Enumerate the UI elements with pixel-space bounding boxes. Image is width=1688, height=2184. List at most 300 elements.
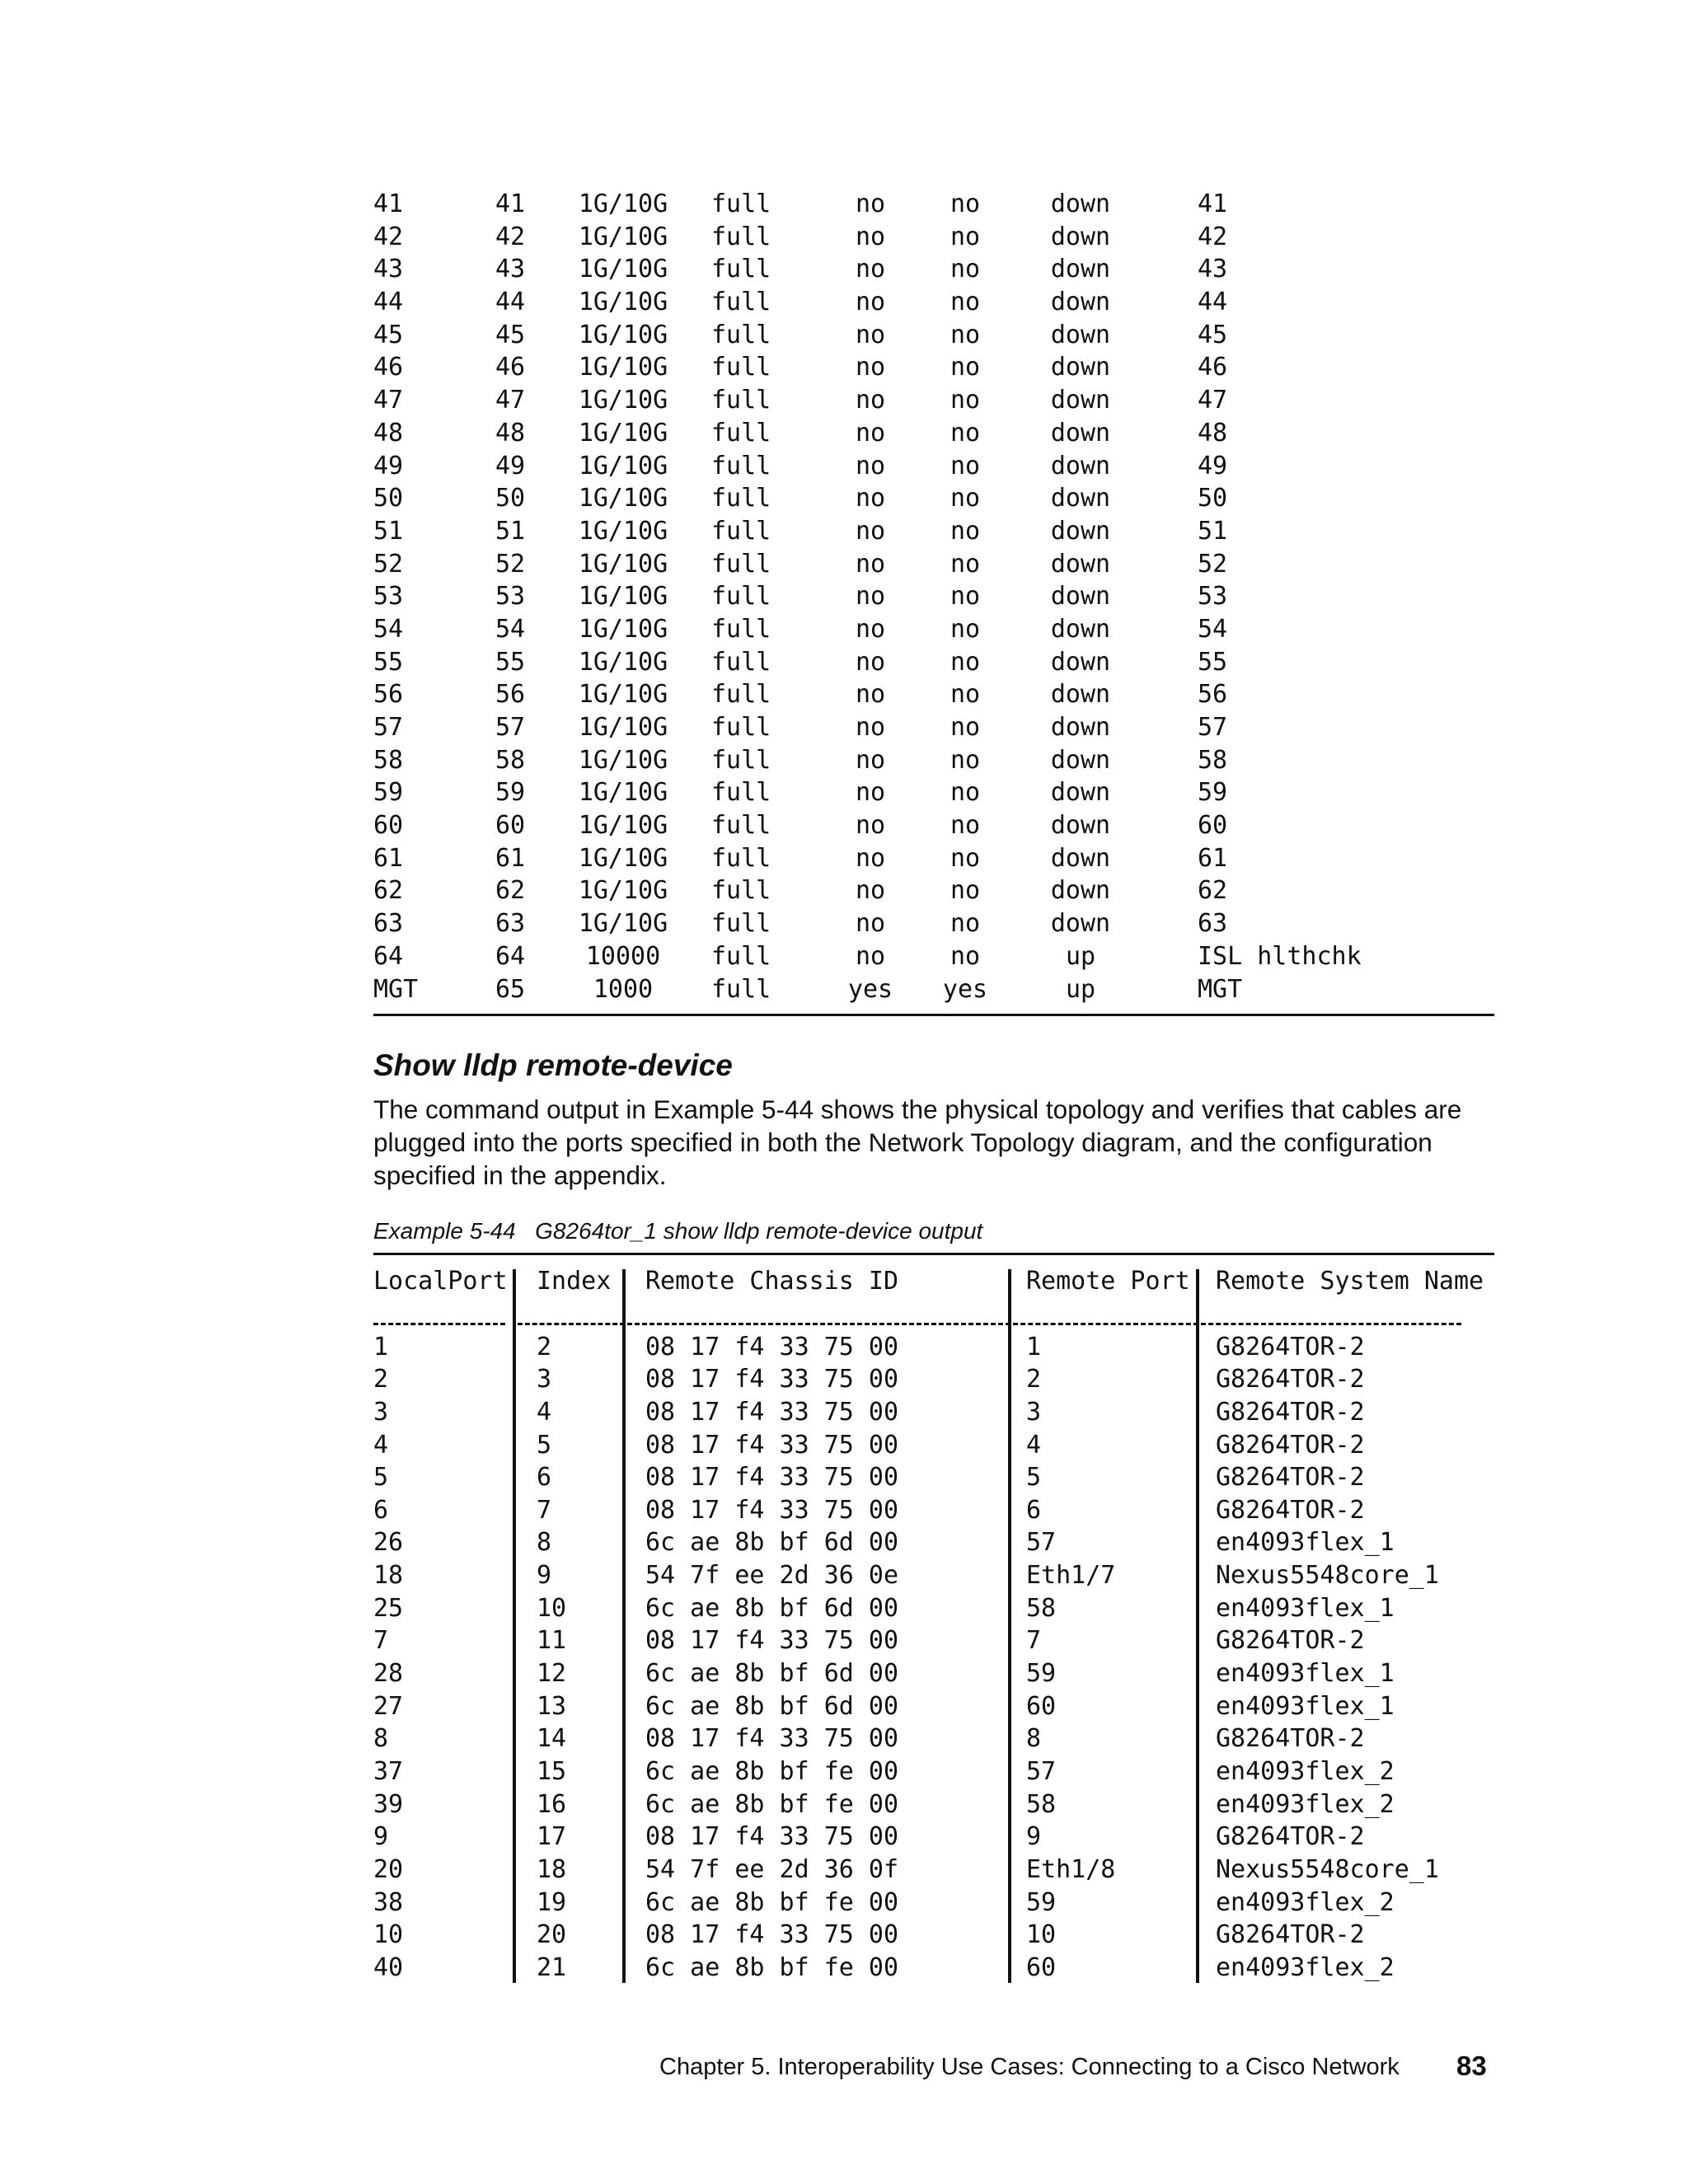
flow-rx: no xyxy=(950,582,981,612)
lldp-table-row xyxy=(373,1952,1494,1985)
local-port: 5 xyxy=(373,1463,389,1493)
link-status: down xyxy=(1050,876,1111,906)
remote-chassis-id: 08 17 f4 33 75 00 xyxy=(645,1332,899,1361)
header-remote-chassis-id: Remote Chassis ID xyxy=(645,1267,899,1296)
port-description: 55 xyxy=(1198,647,1228,677)
remote-chassis-id: 6c ae 8b bf fe 00 xyxy=(645,1952,899,1982)
remote-system-name: en4093flex_1 xyxy=(1216,1593,1395,1623)
port-number: 56 xyxy=(495,680,526,710)
remote-system-name: en4093flex_2 xyxy=(1216,1756,1395,1786)
remote-system-name: Nexus5548core_1 xyxy=(1216,1561,1439,1591)
remote-system-name: G8264TOR-2 xyxy=(1216,1495,1365,1525)
port-speed: 1G/10G xyxy=(578,811,668,841)
remote-system-name: en4093flex_1 xyxy=(1216,1528,1395,1558)
flow-tx: no xyxy=(855,941,886,971)
port-duplex: full xyxy=(711,582,771,612)
flow-tx: no xyxy=(855,811,886,841)
remote-port: 7 xyxy=(1026,1626,1042,1656)
lldp-table-row xyxy=(373,1526,1494,1559)
remote-port: 5 xyxy=(1026,1463,1042,1493)
port-speed: 1G/10G xyxy=(578,843,668,873)
link-status: down xyxy=(1050,222,1111,251)
port-description: 63 xyxy=(1198,909,1228,939)
lldp-remote-device-table xyxy=(373,1265,1494,1982)
port-number: 47 xyxy=(495,386,526,415)
flow-tx: no xyxy=(855,190,886,218)
flow-tx: no xyxy=(855,288,886,317)
port-table-row xyxy=(373,776,1494,809)
remote-system-name: en4093flex_2 xyxy=(1216,1789,1395,1819)
flow-tx: no xyxy=(855,353,886,382)
port-duplex: full xyxy=(711,713,771,742)
lldp-table-row xyxy=(373,1592,1494,1625)
link-status: down xyxy=(1050,745,1111,775)
port-number: 54 xyxy=(495,614,526,644)
port-speed: 1G/10G xyxy=(578,614,668,644)
flow-tx: no xyxy=(855,255,886,284)
index: 10 xyxy=(537,1593,567,1623)
port-alias: 52 xyxy=(373,549,404,579)
port-number: 62 xyxy=(495,876,526,906)
index: 8 xyxy=(537,1528,552,1558)
flow-rx: no xyxy=(950,909,981,939)
port-speed: 1G/10G xyxy=(578,288,668,317)
local-port: 38 xyxy=(373,1887,404,1917)
remote-port: 58 xyxy=(1026,1593,1057,1623)
port-description: ISL hlthchk xyxy=(1198,941,1362,971)
lldp-table-row xyxy=(373,1821,1494,1854)
index: 21 xyxy=(537,1952,567,1982)
remote-chassis-id: 6c ae 8b bf 6d 00 xyxy=(645,1528,899,1558)
port-number: 50 xyxy=(495,484,526,513)
port-speed: 1G/10G xyxy=(578,190,668,218)
flow-tx: no xyxy=(855,222,886,251)
port-description: 42 xyxy=(1198,222,1228,251)
flow-rx: no xyxy=(950,876,981,906)
remote-port: 9 xyxy=(1026,1822,1042,1852)
port-alias: 56 xyxy=(373,680,404,710)
port-alias: 61 xyxy=(373,843,404,873)
flow-rx: no xyxy=(950,778,981,808)
index: 12 xyxy=(537,1659,567,1689)
port-duplex: full xyxy=(711,549,771,579)
port-number: 41 xyxy=(495,190,526,218)
port-table-row xyxy=(373,253,1494,286)
port-table-row xyxy=(373,973,1494,1006)
port-speed: 1G/10G xyxy=(578,451,668,480)
port-alias: 64 xyxy=(373,941,404,971)
remote-chassis-id: 6c ae 8b bf 6d 00 xyxy=(645,1659,899,1689)
index: 18 xyxy=(537,1854,567,1884)
port-number: 44 xyxy=(495,288,526,317)
index: 3 xyxy=(537,1365,552,1394)
port-alias: 49 xyxy=(373,451,404,480)
link-status: down xyxy=(1050,288,1111,317)
flow-rx: no xyxy=(950,451,981,480)
port-duplex: full xyxy=(711,909,771,939)
port-table-row xyxy=(373,940,1494,973)
link-status: down xyxy=(1050,418,1111,448)
section-heading: Show lldp remote-device xyxy=(373,1048,733,1082)
port-speed: 1000 xyxy=(593,974,654,1004)
local-port: 20 xyxy=(373,1854,404,1884)
lldp-table-body xyxy=(373,1331,1494,1985)
port-table-row xyxy=(373,417,1494,450)
remote-system-name: en4093flex_1 xyxy=(1216,1659,1395,1689)
port-description: 52 xyxy=(1198,549,1228,579)
remote-chassis-id: 08 17 f4 33 75 00 xyxy=(645,1724,899,1754)
remote-chassis-id: 6c ae 8b bf fe 00 xyxy=(645,1789,899,1819)
port-description: 51 xyxy=(1198,516,1228,546)
index: 19 xyxy=(537,1887,567,1917)
local-port: 25 xyxy=(373,1593,404,1623)
remote-port: 59 xyxy=(1026,1659,1057,1689)
flow-tx: no xyxy=(855,843,886,873)
lldp-table-row xyxy=(373,1755,1494,1788)
port-description: 56 xyxy=(1198,680,1228,710)
port-table-row xyxy=(373,515,1494,548)
flow-rx: yes xyxy=(942,974,988,1004)
index: 7 xyxy=(537,1495,552,1525)
port-description: 44 xyxy=(1198,288,1228,317)
port-table-row xyxy=(373,286,1494,319)
port-table-row xyxy=(373,711,1494,744)
port-speed: 1G/10G xyxy=(578,549,668,579)
flow-rx: no xyxy=(950,843,981,873)
link-status: down xyxy=(1050,614,1111,644)
port-number: 64 xyxy=(495,941,526,971)
flow-rx: no xyxy=(950,190,981,218)
port-alias: 53 xyxy=(373,582,404,612)
link-status: down xyxy=(1050,516,1111,546)
remote-chassis-id: 6c ae 8b bf 6d 00 xyxy=(645,1593,899,1623)
remote-port: 6 xyxy=(1026,1495,1042,1525)
port-speed: 1G/10G xyxy=(578,876,668,906)
flow-tx: no xyxy=(855,418,886,448)
port-number: 45 xyxy=(495,320,526,349)
port-description: 47 xyxy=(1198,386,1228,415)
port-table-row xyxy=(373,874,1494,907)
port-description: 60 xyxy=(1198,811,1228,841)
flow-rx: no xyxy=(950,353,981,382)
flow-tx: no xyxy=(855,778,886,808)
remote-port: 57 xyxy=(1026,1528,1057,1558)
port-duplex: full xyxy=(711,876,771,906)
remote-chassis-id: 08 17 f4 33 75 00 xyxy=(645,1822,899,1852)
flow-rx: no xyxy=(950,288,981,317)
port-status-table xyxy=(373,188,1494,1005)
port-description: MGT xyxy=(1198,974,1243,1004)
link-status: down xyxy=(1050,484,1111,513)
port-number: 63 xyxy=(495,909,526,939)
port-alias: MGT xyxy=(373,974,419,1004)
port-duplex: full xyxy=(711,190,771,218)
flow-tx: no xyxy=(855,713,886,742)
flow-rx: no xyxy=(950,647,981,677)
index: 2 xyxy=(537,1332,552,1361)
link-status: up xyxy=(1065,941,1096,971)
port-description: 48 xyxy=(1198,418,1228,448)
remote-system-name: G8264TOR-2 xyxy=(1216,1724,1365,1754)
lldp-table-row xyxy=(373,1690,1494,1723)
flow-tx: no xyxy=(855,647,886,677)
port-duplex: full xyxy=(711,386,771,415)
remote-system-name: en4093flex_2 xyxy=(1216,1952,1395,1982)
lldp-table-row xyxy=(373,1363,1494,1396)
local-port: 3 xyxy=(373,1397,389,1427)
example-top-rule xyxy=(373,1253,1494,1255)
port-duplex: full xyxy=(711,451,771,480)
port-number: 48 xyxy=(495,418,526,448)
remote-port: 4 xyxy=(1026,1430,1042,1460)
port-alias: 44 xyxy=(373,288,404,317)
remote-chassis-id: 08 17 f4 33 75 00 xyxy=(645,1495,899,1525)
port-number: 55 xyxy=(495,647,526,677)
port-description: 41 xyxy=(1198,190,1228,218)
port-duplex: full xyxy=(711,288,771,317)
flow-rx: no xyxy=(950,680,981,710)
remote-chassis-id: 08 17 f4 33 75 00 xyxy=(645,1463,899,1493)
port-number: 53 xyxy=(495,582,526,612)
port-alias: 57 xyxy=(373,713,404,742)
lldp-table-row xyxy=(373,1494,1494,1527)
port-speed: 1G/10G xyxy=(578,386,668,415)
port-alias: 58 xyxy=(373,745,404,775)
remote-chassis-id: 54 7f ee 2d 36 0e xyxy=(645,1561,899,1591)
remote-system-name: en4093flex_1 xyxy=(1216,1691,1395,1721)
remote-port: 57 xyxy=(1026,1756,1057,1786)
local-port: 10 xyxy=(373,1920,404,1950)
port-alias: 55 xyxy=(373,647,404,677)
port-alias: 63 xyxy=(373,909,404,939)
body-paragraph: The command output in Example 5-44 shows the physical topology and verifies that cables are plugged into the ports specified in both the Network Topology diagram, and the configuration specified in the appendix. xyxy=(373,1094,1462,1190)
port-speed: 1G/10G xyxy=(578,778,668,808)
port-speed: 1G/10G xyxy=(578,582,668,612)
port-table-row xyxy=(373,907,1494,940)
remote-system-name: G8264TOR-2 xyxy=(1216,1365,1365,1394)
flow-tx: no xyxy=(855,484,886,513)
link-status: down xyxy=(1050,549,1111,579)
link-status: down xyxy=(1050,713,1111,742)
flow-tx: no xyxy=(855,320,886,349)
port-duplex: full xyxy=(711,680,771,710)
port-duplex: full xyxy=(711,843,771,873)
example-caption: Example 5-44 G8264tor_1 show lldp remote-device output xyxy=(373,1218,983,1244)
port-number: 43 xyxy=(495,255,526,284)
port-number: 65 xyxy=(495,974,526,1004)
port-duplex: full xyxy=(711,745,771,775)
flow-tx: no xyxy=(855,614,886,644)
remote-chassis-id: 54 7f ee 2d 36 0f xyxy=(645,1854,899,1884)
lldp-table-row xyxy=(373,1657,1494,1690)
link-status: down xyxy=(1050,778,1111,808)
local-port: 1 xyxy=(373,1332,389,1361)
port-table-row xyxy=(373,221,1494,254)
flow-rx: no xyxy=(950,516,981,546)
local-port: 8 xyxy=(373,1724,389,1754)
port-speed: 1G/10G xyxy=(578,647,668,677)
remote-system-name: G8264TOR-2 xyxy=(1216,1920,1365,1950)
port-number: 49 xyxy=(495,451,526,480)
port-table-row xyxy=(373,351,1494,384)
local-port: 37 xyxy=(373,1756,404,1786)
flow-tx: no xyxy=(855,386,886,415)
link-status: down xyxy=(1050,811,1111,841)
port-table-bottom-rule xyxy=(373,1014,1494,1016)
port-description: 54 xyxy=(1198,614,1228,644)
remote-system-name: G8264TOR-2 xyxy=(1216,1626,1365,1656)
remote-system-name: G8264TOR-2 xyxy=(1216,1822,1365,1852)
local-port: 39 xyxy=(373,1789,404,1819)
footer-chapter-title: Chapter 5. Interoperability Use Cases: Connecting to a Cisco Network xyxy=(659,2054,1400,2080)
port-description: 46 xyxy=(1198,353,1228,382)
remote-port: 59 xyxy=(1026,1887,1057,1917)
port-speed: 1G/10G xyxy=(578,484,668,513)
remote-chassis-id: 08 17 f4 33 75 00 xyxy=(645,1397,899,1427)
port-number: 51 xyxy=(495,516,526,546)
local-port: 7 xyxy=(373,1626,389,1656)
link-status: down xyxy=(1050,255,1111,284)
link-status: down xyxy=(1050,843,1111,873)
port-alias: 54 xyxy=(373,614,404,644)
lldp-table-row xyxy=(373,1396,1494,1429)
remote-chassis-id: 08 17 f4 33 75 00 xyxy=(645,1430,899,1460)
port-speed: 1G/10G xyxy=(578,713,668,742)
remote-chassis-id: 08 17 f4 33 75 00 xyxy=(645,1920,899,1950)
remote-port: 3 xyxy=(1026,1397,1042,1427)
flow-rx: no xyxy=(950,811,981,841)
port-duplex: full xyxy=(711,353,771,382)
index: 9 xyxy=(537,1561,552,1591)
flow-tx: no xyxy=(855,745,886,775)
index: 4 xyxy=(537,1397,552,1427)
link-status: down xyxy=(1050,190,1111,218)
header-underline xyxy=(1013,1323,1198,1325)
index: 14 xyxy=(537,1724,567,1754)
page-number: 83 xyxy=(1456,2050,1487,2081)
local-port: 28 xyxy=(373,1659,404,1689)
local-port: 40 xyxy=(373,1952,404,1982)
index: 20 xyxy=(537,1920,567,1950)
local-port: 4 xyxy=(373,1430,389,1460)
local-port: 2 xyxy=(373,1365,389,1394)
flow-rx: no xyxy=(950,222,981,251)
header-remote-port: Remote Port xyxy=(1026,1267,1190,1296)
port-alias: 62 xyxy=(373,876,404,906)
index: 5 xyxy=(537,1430,552,1460)
port-description: 58 xyxy=(1198,745,1228,775)
port-speed: 1G/10G xyxy=(578,222,668,251)
remote-chassis-id: 6c ae 8b bf 6d 00 xyxy=(645,1691,899,1721)
flow-tx: no xyxy=(855,876,886,906)
port-description: 49 xyxy=(1198,451,1228,480)
port-speed: 1G/10G xyxy=(578,320,668,349)
port-duplex: full xyxy=(711,255,771,284)
port-duplex: full xyxy=(711,320,771,349)
header-remote-system-name: Remote System Name xyxy=(1216,1267,1484,1296)
index: 6 xyxy=(537,1463,552,1493)
local-port: 26 xyxy=(373,1528,404,1558)
remote-chassis-id: 08 17 f4 33 75 00 xyxy=(645,1626,899,1656)
port-table-row xyxy=(373,613,1494,646)
port-speed: 1G/10G xyxy=(578,909,668,939)
port-speed: 1G/10G xyxy=(578,680,668,710)
port-table-row xyxy=(373,450,1494,483)
flow-rx: no xyxy=(950,549,981,579)
port-alias: 45 xyxy=(373,320,404,349)
flow-rx: no xyxy=(950,418,981,448)
port-description: 59 xyxy=(1198,778,1228,808)
remote-chassis-id: 08 17 f4 33 75 00 xyxy=(645,1365,899,1394)
port-description: 43 xyxy=(1198,255,1228,284)
remote-port: Eth1/7 xyxy=(1026,1561,1116,1591)
remote-port: 2 xyxy=(1026,1365,1042,1394)
remote-port: 60 xyxy=(1026,1691,1057,1721)
port-alias: 42 xyxy=(373,222,404,251)
local-port: 18 xyxy=(373,1561,404,1591)
port-description: 62 xyxy=(1198,876,1228,906)
remote-system-name: Nexus5548core_1 xyxy=(1216,1854,1439,1884)
port-speed: 1G/10G xyxy=(578,516,668,546)
link-status: down xyxy=(1050,320,1111,349)
port-table-row xyxy=(373,482,1494,515)
lldp-table-row xyxy=(373,1854,1494,1886)
flow-tx: no xyxy=(855,582,886,612)
port-speed: 1G/10G xyxy=(578,418,668,448)
flow-rx: no xyxy=(950,745,981,775)
index: 16 xyxy=(537,1789,567,1819)
port-duplex: full xyxy=(711,811,771,841)
lldp-table-row xyxy=(373,1722,1494,1755)
port-number: 60 xyxy=(495,811,526,841)
flow-tx: no xyxy=(855,451,886,480)
flow-tx: no xyxy=(855,909,886,939)
port-duplex: full xyxy=(711,614,771,644)
port-duplex: full xyxy=(711,516,771,546)
port-duplex: full xyxy=(711,484,771,513)
lldp-table-row xyxy=(373,1788,1494,1821)
remote-system-name: G8264TOR-2 xyxy=(1216,1397,1365,1427)
port-speed: 1G/10G xyxy=(578,255,668,284)
port-table-row xyxy=(373,548,1494,581)
port-table-row xyxy=(373,580,1494,613)
link-status: up xyxy=(1065,974,1096,1004)
link-status: down xyxy=(1050,680,1111,710)
port-duplex: full xyxy=(711,418,771,448)
header-localport: LocalPort xyxy=(373,1267,508,1296)
flow-tx: no xyxy=(855,516,886,546)
port-alias: 51 xyxy=(373,516,404,546)
port-number: 58 xyxy=(495,745,526,775)
remote-port: 60 xyxy=(1026,1952,1057,1982)
port-table-row xyxy=(373,384,1494,417)
index: 13 xyxy=(537,1691,567,1721)
port-duplex: full xyxy=(711,647,771,677)
flow-rx: no xyxy=(950,320,981,349)
port-alias: 46 xyxy=(373,353,404,382)
remote-chassis-id: 6c ae 8b bf fe 00 xyxy=(645,1887,899,1917)
flow-rx: no xyxy=(950,941,981,971)
port-number: 42 xyxy=(495,222,526,251)
index: 17 xyxy=(537,1822,567,1852)
port-speed: 1G/10G xyxy=(578,745,668,775)
port-alias: 47 xyxy=(373,386,404,415)
remote-port: Eth1/8 xyxy=(1026,1854,1116,1884)
flow-rx: no xyxy=(950,255,981,284)
flow-tx: no xyxy=(855,680,886,710)
flow-tx: yes xyxy=(847,974,893,1004)
flow-tx: no xyxy=(855,549,886,579)
